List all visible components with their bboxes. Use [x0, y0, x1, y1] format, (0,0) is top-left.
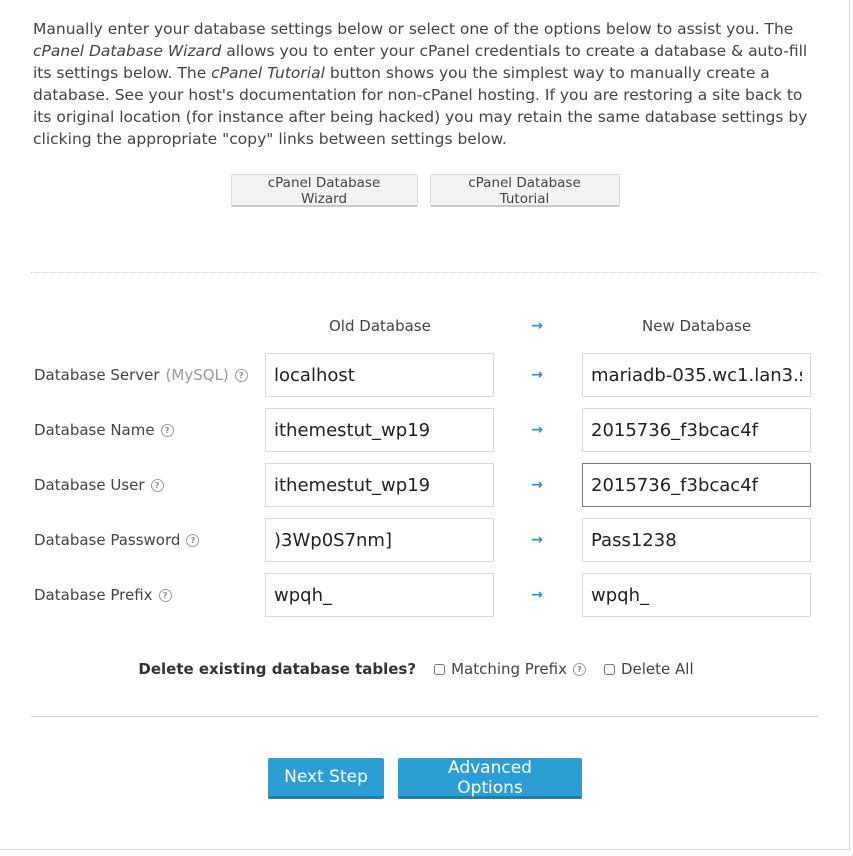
help-circle-icon[interactable]: ?: [186, 534, 199, 547]
next-step-button[interactable]: Next Step: [268, 758, 384, 799]
dotted-divider: [31, 272, 818, 273]
old-db-prefix-input[interactable]: [265, 573, 494, 617]
old-db-user-input[interactable]: [265, 463, 494, 507]
arrow-right-icon: →: [531, 318, 543, 334]
help-circle-icon[interactable]: ?: [573, 663, 586, 676]
row-label-db-user: Database User ?: [34, 476, 164, 494]
old-database-header: Old Database: [329, 317, 431, 335]
advanced-options-button[interactable]: Advanced Options: [398, 758, 582, 799]
matching-prefix-checkbox[interactable]: [434, 664, 445, 675]
new-db-name-input[interactable]: [582, 408, 811, 452]
delete-all-option[interactable]: Delete All: [604, 660, 694, 678]
new-db-user-input[interactable]: [582, 463, 811, 507]
old-db-server-input[interactable]: [265, 353, 494, 397]
row-label-db-prefix: Database Prefix ?: [34, 586, 172, 604]
copy-arrow-icon[interactable]: →: [531, 532, 543, 548]
old-db-name-input[interactable]: [265, 408, 494, 452]
help-circle-icon[interactable]: ?: [161, 424, 174, 437]
cpanel-wizard-button[interactable]: cPanel Database Wizard: [231, 174, 418, 207]
help-circle-icon[interactable]: ?: [151, 479, 164, 492]
delete-all-checkbox[interactable]: [604, 664, 615, 675]
cpanel-tutorial-button[interactable]: cPanel Database Tutorial: [430, 174, 620, 207]
old-db-password-input[interactable]: [265, 518, 494, 562]
solid-divider: [31, 716, 818, 717]
help-circle-icon[interactable]: ?: [235, 369, 248, 382]
copy-arrow-icon[interactable]: →: [531, 422, 543, 438]
copy-arrow-icon[interactable]: →: [531, 367, 543, 383]
help-circle-icon[interactable]: ?: [159, 589, 172, 602]
action-buttons: [0, 758, 850, 799]
copy-arrow-icon[interactable]: →: [531, 477, 543, 493]
assist-buttons: [0, 174, 850, 207]
delete-tables-row: [0, 660, 850, 678]
copy-arrow-icon[interactable]: →: [531, 587, 543, 603]
intro-text: Manually enter your database settings below or select one of the options below to assist you. The cPanel Database Wizard allows you to enter your cPanel credentials to create a database & auto-fill its settings below. The cPanel Tutorial button shows you the simplest way to manually create a database. See your host's documentation for non-cPanel hosting. If you are restoring a site back to its original location (for instance after being hacked) you may retain the same database settings by clicking the appropriate "copy" links between settings below.: [33, 20, 808, 148]
matching-prefix-option[interactable]: Matching Prefix ?: [434, 660, 586, 678]
new-db-password-input[interactable]: [582, 518, 811, 562]
row-label-db-server: Database Server (MySQL) ?: [34, 366, 248, 384]
row-label-db-password: Database Password ?: [34, 531, 199, 549]
row-label-db-name: Database Name ?: [34, 421, 174, 439]
new-db-prefix-input[interactable]: [582, 573, 811, 617]
new-db-server-input[interactable]: [582, 353, 811, 397]
new-database-header: New Database: [642, 317, 752, 335]
delete-tables-question: Delete existing database tables?: [138, 660, 417, 678]
